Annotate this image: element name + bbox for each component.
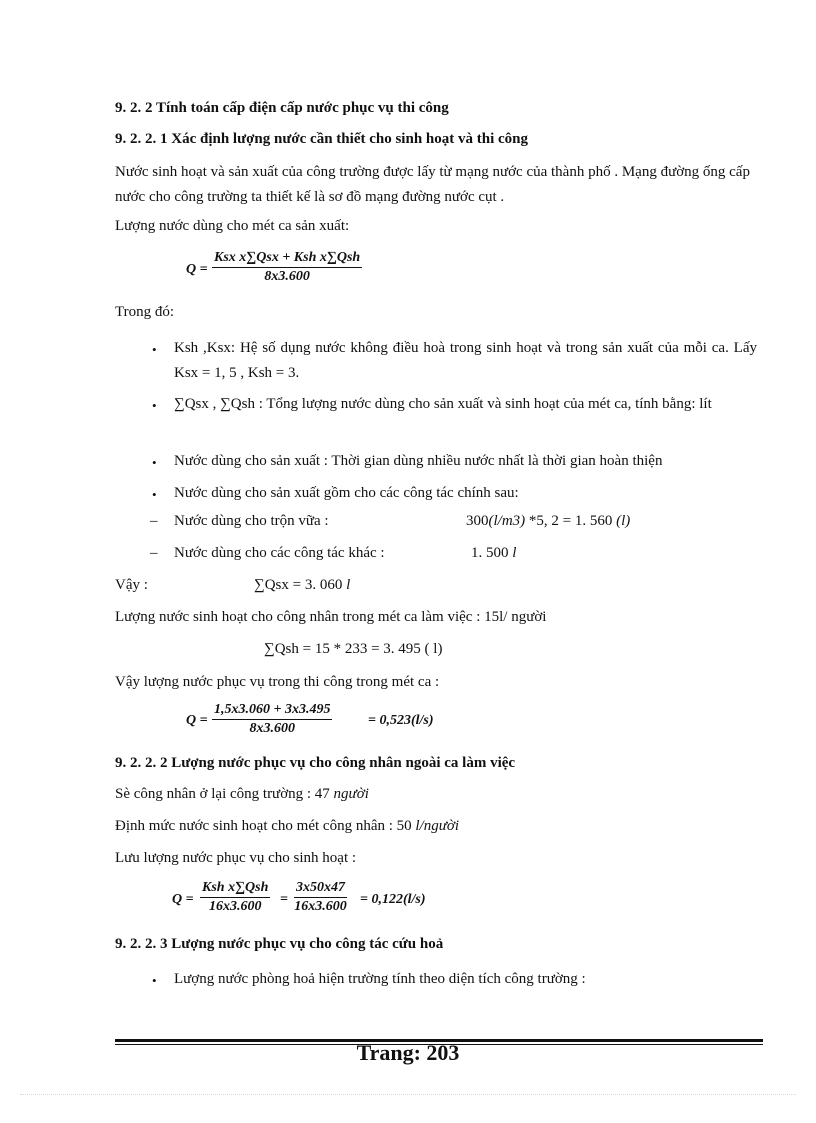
formula-denominator: 16x3.600 <box>208 899 262 914</box>
heading-9-2-2-1: 9. 2. 2. 1 Xác định lượng nước cần thiết cho sinh hoạt và thi công <box>115 131 528 147</box>
formula-fraction-2 <box>294 880 347 915</box>
formula-fraction <box>212 702 332 737</box>
formula-numerator: 3x50x47 <box>294 880 347 898</box>
bullet-marker: • <box>152 973 157 988</box>
formula-q-construction <box>186 702 456 744</box>
formula-fraction <box>212 250 362 285</box>
formula-denominator: 8x3.600 <box>249 721 295 736</box>
formula-numerator: Ksh x∑Qsh <box>200 880 270 898</box>
dash-label-other: Nước dùng cho các công tác khác : <box>174 545 385 561</box>
formula-q-general <box>186 250 386 294</box>
heading-9-2-2-2: 9. 2. 2. 2 Lượng nước phục vụ cho công nhân ngoài ca làm việc <box>115 755 516 771</box>
heading-9-2-2: 9. 2. 2 Tính toán cấp điện cấp nước phục vụ thi công <box>115 100 449 116</box>
formula-lhs: Q = <box>186 713 208 728</box>
bullet-item-fire: Lượng nước phòng hoả hiện trường tính theo diện tích công trường : <box>174 971 586 987</box>
sum-qsx: ∑Qsx = 3. 060 l <box>254 577 351 593</box>
bullet-item-production: Nước dùng cho sản xuất gồm cho các công tác chính sau: <box>174 485 519 501</box>
page-bottom-divider <box>20 1094 796 1095</box>
bullet-item-totals: ∑Qsx , ∑Qsh : Tổng lượng nước dùng cho sản xuất và sinh hoạt của mét ca, tính bằng: lít <box>174 396 712 412</box>
dash-marker: – <box>150 545 158 561</box>
formula-result: = 0,122(l/s) <box>360 892 426 907</box>
formula-equals: = <box>280 892 288 907</box>
formula-denominator: 8x3.600 <box>264 269 310 284</box>
formula-lhs: Q = <box>172 892 194 907</box>
bullet-marker: • <box>152 455 157 470</box>
paragraph-water-source: Nước sinh hoạt và sản xuất của công trường được lấy từ mạng nước của thành phố . Mạng đường ống cấp nước cho công trường ta thiết kế là sơ đồ mạng đường nước cụt . <box>115 164 750 205</box>
bullet-item-coefficients: Ksh ,Ksx: Hệ số dụng nước không điều hoà trong sinh hoạt và trong sản xuất của mỗi ca. Lấy Ksx = 1, 5 , Ksh = 3. <box>174 340 757 381</box>
dash-value-other: 1. 500 l <box>471 545 517 561</box>
formula-denominator: 16x3.600 <box>294 899 347 914</box>
formula-fraction-1 <box>200 880 270 915</box>
heading-9-2-2-3: 9. 2. 2. 3 Lượng nước phục vụ cho công tác cứu hoả <box>115 936 444 952</box>
bullet-marker: • <box>152 487 157 502</box>
worker-count-line: Sè công nhân ở lại công trường : 47 người <box>115 786 369 802</box>
vay-label: Vậy : <box>115 577 148 593</box>
formula-result: = 0,523(l/s) <box>368 713 434 728</box>
bullet-item-peak-time: Nước dùng cho sản xuất : Thời gian dùng nhiều nước nhất là thời gian hoàn thiện <box>174 453 663 469</box>
paragraph-total-usage: Vậy lượng nước phục vụ trong thi công trong mét ca : <box>115 674 440 690</box>
sum-qsh: ∑Qsh = 15 * 233 = 3. 495 ( l) <box>264 641 443 657</box>
paragraph-shift-usage: Lượng nước dùng cho mét ca sản xuất: <box>115 218 350 234</box>
worker-usage-line: Lượng nước sinh hoạt cho công nhân trong mét ca làm việc : 15l/ người <box>115 609 547 625</box>
dash-label-mortar: Nước dùng cho trộn vữa : <box>174 513 329 529</box>
bullet-marker: • <box>152 398 157 413</box>
flow-label: Lưu lượng nước phục vụ cho sinh hoạt : <box>115 850 357 866</box>
page-number: Trang: 203 <box>356 1040 460 1065</box>
formula-q-living <box>172 880 442 924</box>
formula-lhs: Q = <box>186 262 208 277</box>
bullet-marker: • <box>152 342 157 357</box>
trong-do-label: Trong đó: <box>115 304 175 320</box>
dash-value-mortar: 300(l/m3) *5, 2 = 1. 560 (l) <box>466 513 631 529</box>
formula-numerator: Ksx x∑Qsx + Ksh x∑Qsh <box>212 250 362 268</box>
dash-marker: – <box>150 513 158 529</box>
formula-numerator: 1,5x3.060 + 3x3.495 <box>212 702 332 720</box>
norm-line: Định mức nước sinh hoạt cho mét công nhân : 50 l/người <box>115 818 460 834</box>
